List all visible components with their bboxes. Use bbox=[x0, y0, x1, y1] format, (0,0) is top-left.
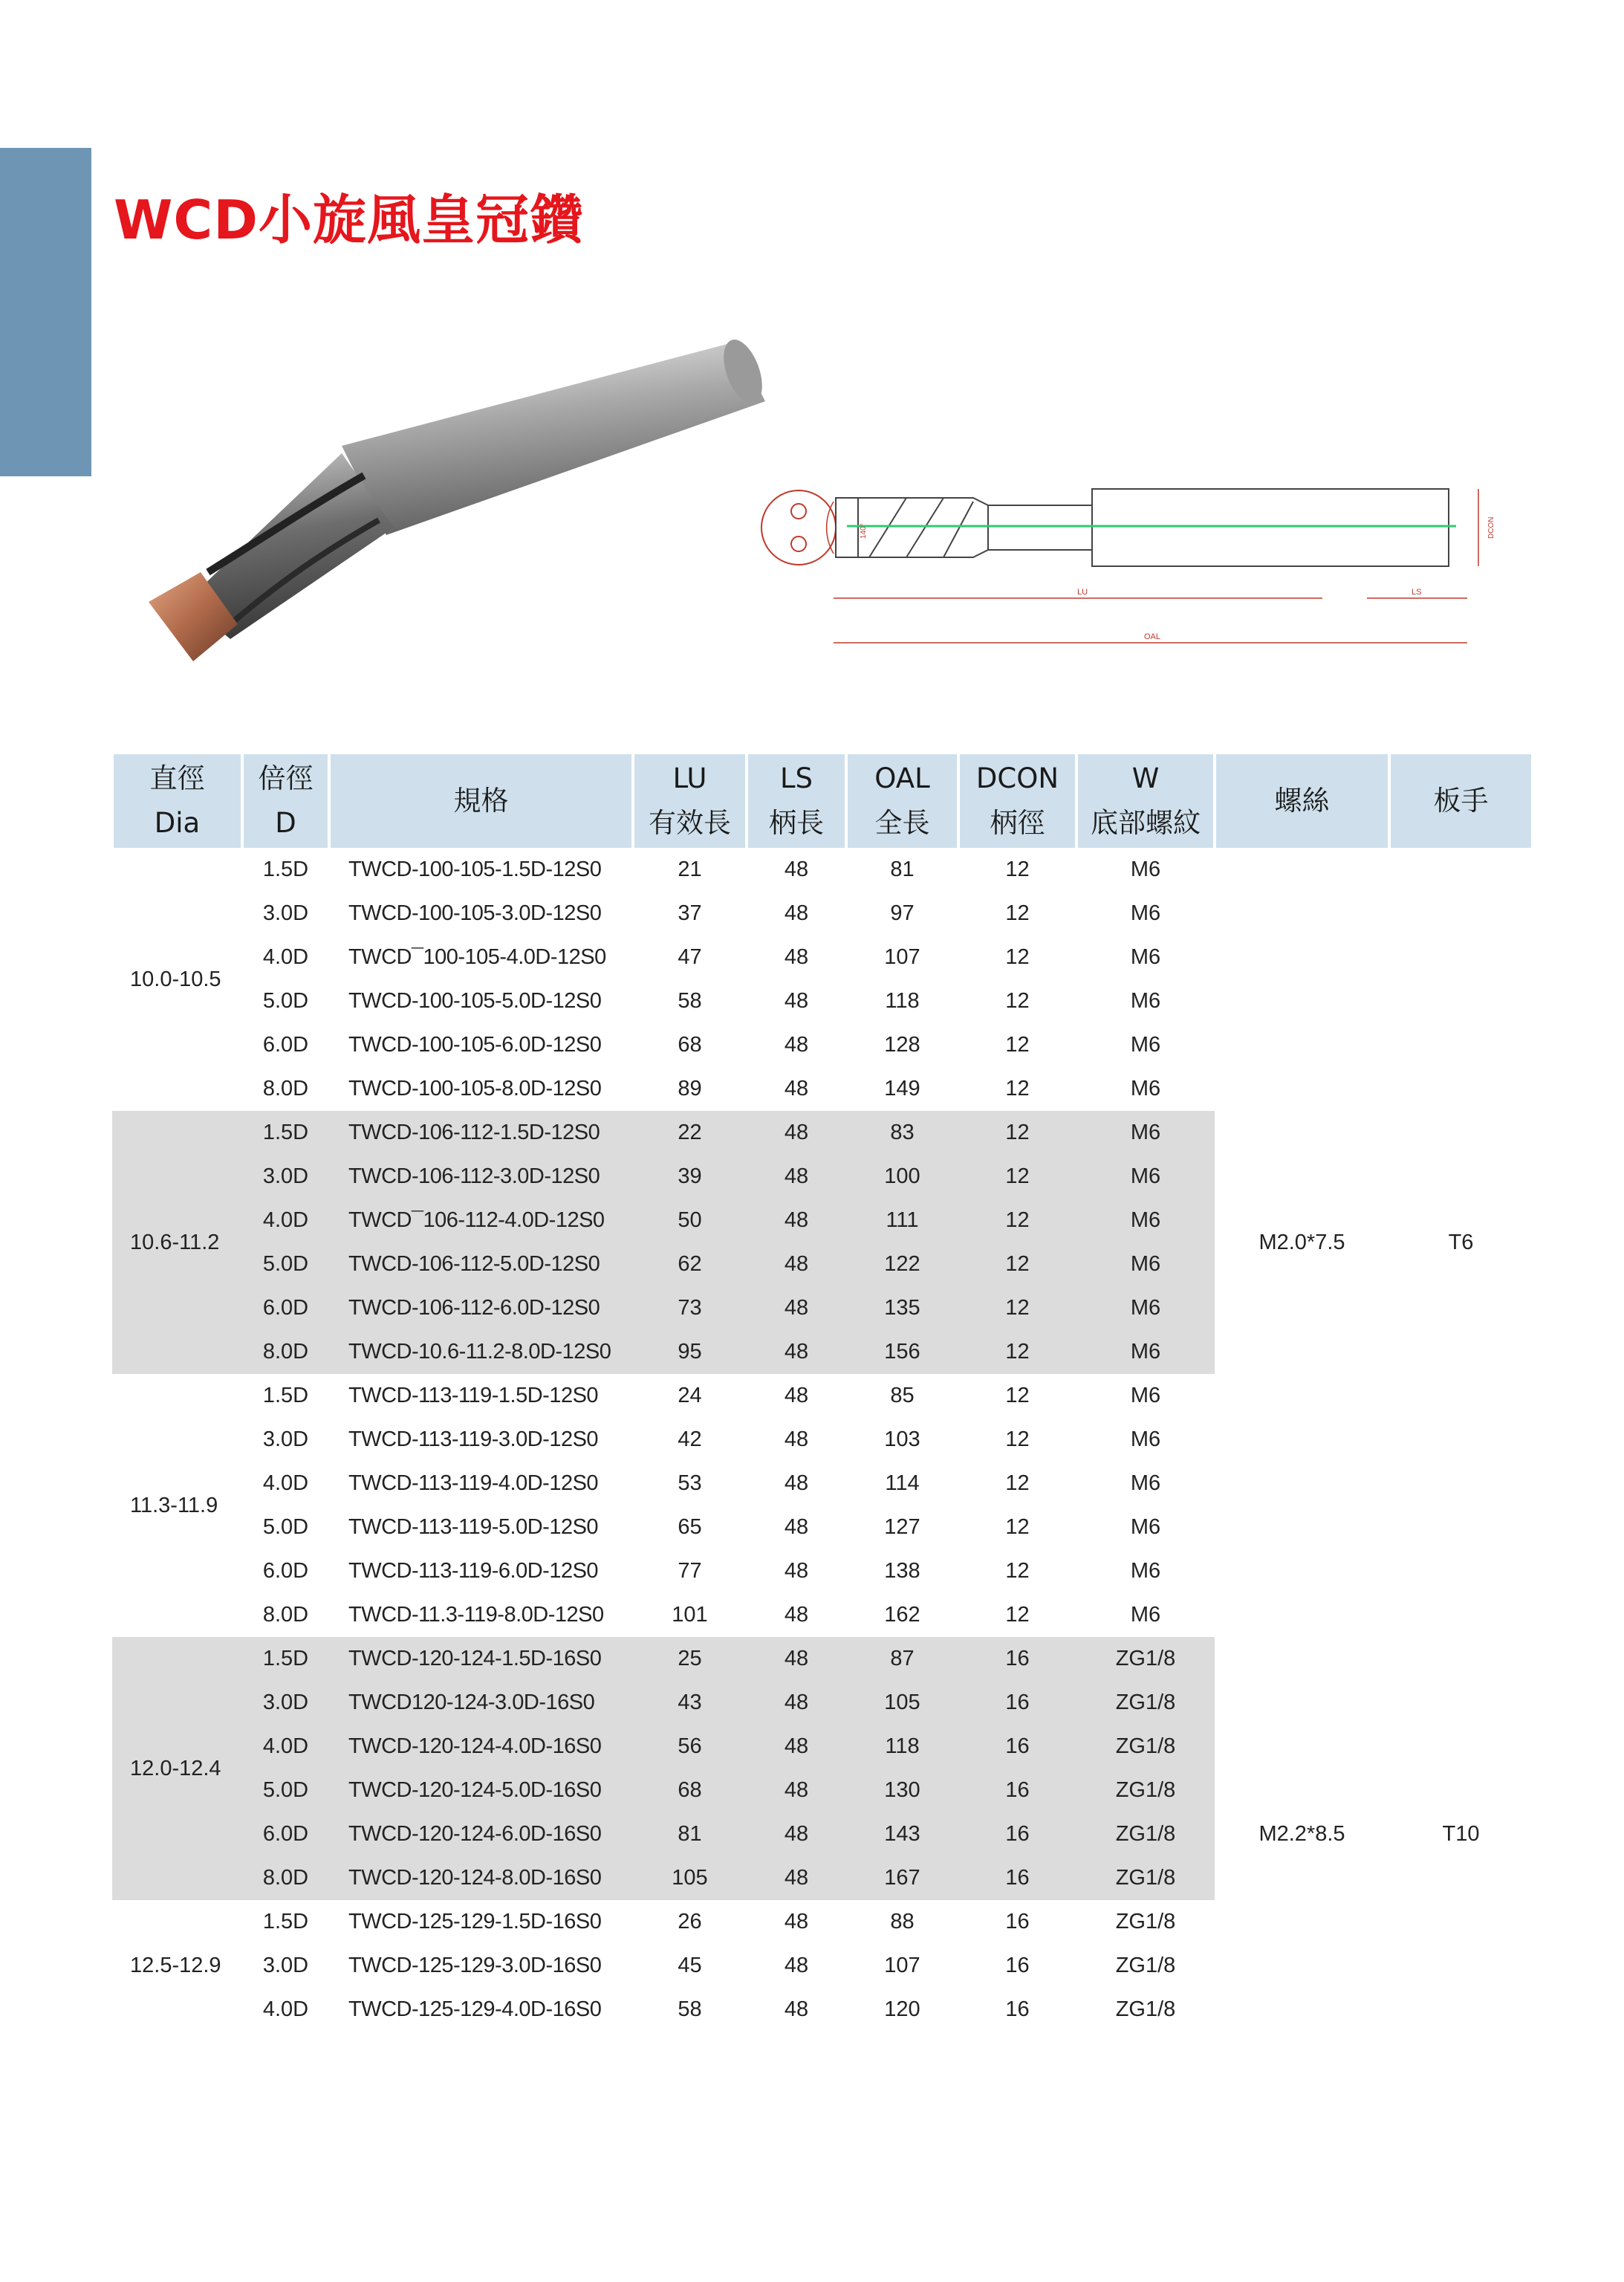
header-oal bbox=[846, 754, 958, 848]
cell-oal: 88 bbox=[890, 1910, 915, 1933]
cell-dcon: 12 bbox=[1005, 1427, 1030, 1451]
cell-ls: 48 bbox=[747, 1812, 846, 1856]
cell-multiple: 3.0D bbox=[262, 901, 309, 925]
cell-ls: 48 bbox=[747, 1637, 846, 1681]
cell-spec-code: TWCD-120-124-4.0D-16S0 bbox=[329, 1725, 633, 1769]
cell-multiple: 5.0D bbox=[262, 1515, 309, 1539]
cell-lu: 73 bbox=[633, 1286, 747, 1330]
cell-w: M6 bbox=[1130, 945, 1161, 969]
cell-oal: 103 bbox=[884, 1427, 920, 1451]
cell-oal: 100 bbox=[846, 1155, 958, 1199]
cell-ls: 48 bbox=[784, 1910, 809, 1933]
cell-spec-code: TWCD-100-105-1.5D-12S0 bbox=[348, 858, 602, 881]
cell-lu: 26 bbox=[678, 1910, 702, 1933]
header-ls bbox=[747, 754, 846, 848]
cell-w: ZG1/8 bbox=[1076, 1769, 1215, 1812]
cell-w: M6 bbox=[1130, 1603, 1161, 1627]
cell-ls: 48 bbox=[784, 858, 809, 881]
cell-multiple: 4.0D bbox=[262, 945, 309, 969]
cell-lu: 89 bbox=[678, 1077, 702, 1101]
cell-spec-code: TWCD-120-124-8.0D-16S0 bbox=[329, 1856, 633, 1900]
cell-oal: 127 bbox=[884, 1515, 920, 1539]
cell-oal: 162 bbox=[884, 1603, 920, 1627]
cell-spec-code: TWCD-106-112-5.0D-12S0 bbox=[329, 1242, 633, 1286]
cell-dcon: 16 bbox=[958, 1725, 1076, 1769]
cell-screw: M2.0*7.5 bbox=[1215, 848, 1389, 1637]
cell-spec-code: TWCD-11.3-119-8.0D-12S0 bbox=[348, 1603, 604, 1627]
cell-dcon: 12 bbox=[1005, 1559, 1030, 1583]
table-header-row bbox=[112, 754, 1533, 848]
cell-dia: 12.5-12.9 bbox=[130, 1954, 221, 1977]
cell-multiple: 1.5D bbox=[242, 1111, 329, 1155]
header-ls-line1: LS bbox=[779, 762, 813, 794]
cell-multiple: 6.0D bbox=[242, 1286, 329, 1330]
header-oal-line2: 全長 bbox=[874, 807, 930, 839]
cell-spec-code: TWCD-113-119-3.0D-12S0 bbox=[348, 1427, 599, 1451]
cell-ls: 48 bbox=[747, 1199, 846, 1242]
cell-lu: 62 bbox=[633, 1242, 747, 1286]
cell-spec-code: TWCD-113-119-6.0D-12S0 bbox=[348, 1559, 599, 1583]
cell-ls: 48 bbox=[747, 1769, 846, 1812]
cell-dcon: 12 bbox=[1005, 901, 1030, 925]
cell-lu: 21 bbox=[678, 858, 702, 881]
drawing-label-dcon: DCON bbox=[1487, 516, 1495, 539]
cell-multiple: 4.0D bbox=[242, 1725, 329, 1769]
cell-w: M6 bbox=[1076, 1155, 1215, 1199]
header-d-line1: 倍徑 bbox=[258, 762, 314, 794]
cell-spec-code: TWCD-100-105-8.0D-12S0 bbox=[348, 1077, 602, 1101]
cell-ls: 48 bbox=[747, 1681, 846, 1725]
cell-ls: 48 bbox=[784, 1471, 809, 1495]
cell-multiple: 3.0D bbox=[242, 1155, 329, 1199]
cell-spec-code: TWCD-125-129-3.0D-16S0 bbox=[348, 1954, 602, 1977]
cell-w: M6 bbox=[1130, 989, 1161, 1013]
header-wrench bbox=[1389, 754, 1533, 848]
cell-spec-code: TWCD-113-119-1.5D-12S0 bbox=[348, 1384, 599, 1407]
cell-ls: 48 bbox=[784, 901, 809, 925]
cell-w: M6 bbox=[1130, 901, 1161, 925]
cell-w: M6 bbox=[1130, 1077, 1161, 1101]
cell-oal: 107 bbox=[884, 1954, 920, 1977]
cell-wrench: T6 bbox=[1389, 848, 1533, 1637]
cell-dcon: 12 bbox=[1005, 1033, 1030, 1057]
header-w-line2: 底部螺紋 bbox=[1091, 807, 1201, 839]
cell-multiple: 1.5D bbox=[262, 1910, 309, 1933]
cell-oal: 105 bbox=[846, 1681, 958, 1725]
cell-oal: 85 bbox=[890, 1384, 915, 1407]
cell-dcon: 16 bbox=[958, 1769, 1076, 1812]
cell-multiple: 8.0D bbox=[242, 1330, 329, 1374]
cell-dcon: 12 bbox=[1005, 1515, 1030, 1539]
cell-lu: 45 bbox=[678, 1954, 702, 1977]
cell-oal: 83 bbox=[846, 1111, 958, 1155]
header-lu bbox=[633, 754, 747, 848]
cell-oal: 118 bbox=[885, 989, 920, 1013]
accent-block bbox=[0, 148, 91, 476]
cell-spec-code: TWCD120-124-3.0D-16S0 bbox=[329, 1681, 633, 1725]
cell-oal: 135 bbox=[846, 1286, 958, 1330]
cell-lu: 77 bbox=[678, 1559, 702, 1583]
header-d-line2: D bbox=[275, 807, 296, 839]
cell-dia: 12.0-12.4 bbox=[112, 1637, 242, 1900]
cell-dcon: 12 bbox=[1005, 945, 1030, 969]
cell-lu: 65 bbox=[678, 1515, 702, 1539]
cell-oal: 130 bbox=[846, 1769, 958, 1812]
cell-lu: 58 bbox=[678, 989, 702, 1013]
cell-multiple: 3.0D bbox=[242, 1681, 329, 1725]
cell-dcon: 12 bbox=[1005, 1603, 1030, 1627]
cell-lu: 81 bbox=[633, 1812, 747, 1856]
cell-multiple: 8.0D bbox=[262, 1603, 309, 1627]
cell-lu: 24 bbox=[678, 1384, 702, 1407]
cell-w: M6 bbox=[1076, 1242, 1215, 1286]
cell-w: M6 bbox=[1076, 1330, 1215, 1374]
cell-oal: 167 bbox=[846, 1856, 958, 1900]
drawing-label-lu: LU bbox=[1077, 588, 1088, 597]
header-dcon-line1: DCON bbox=[975, 762, 1059, 794]
cell-multiple: 5.0D bbox=[262, 989, 309, 1013]
cell-w: ZG1/8 bbox=[1076, 1637, 1215, 1681]
header-lu-line1: LU bbox=[672, 762, 707, 794]
header-dia bbox=[112, 754, 242, 848]
cell-w: ZG1/8 bbox=[1076, 1812, 1215, 1856]
cell-multiple: 6.0D bbox=[262, 1033, 309, 1057]
cell-oal: 122 bbox=[846, 1242, 958, 1286]
cell-multiple: 6.0D bbox=[262, 1559, 309, 1583]
cell-lu: 101 bbox=[672, 1603, 708, 1627]
header-oal-line1: OAL bbox=[874, 762, 930, 794]
cell-spec-code: TWCD-113-119-4.0D-12S0 bbox=[348, 1471, 599, 1495]
header-dia-line1: 直徑 bbox=[149, 762, 205, 794]
header-screw bbox=[1215, 754, 1389, 848]
cell-ls: 48 bbox=[747, 1286, 846, 1330]
cell-oal: 120 bbox=[884, 1997, 920, 2021]
cell-spec-code: TWCD-120-124-1.5D-16S0 bbox=[329, 1637, 633, 1681]
cell-ls: 48 bbox=[747, 1111, 846, 1155]
cell-spec-code: TWCD-106-112-6.0D-12S0 bbox=[329, 1286, 633, 1330]
cell-multiple: 4.0D bbox=[262, 1471, 309, 1495]
cell-dcon: 12 bbox=[1005, 1384, 1030, 1407]
cell-oal: 118 bbox=[846, 1725, 958, 1769]
cell-w: M6 bbox=[1130, 1559, 1161, 1583]
cell-spec-code: TWCD¯106-112-4.0D-12S0 bbox=[329, 1199, 633, 1242]
cell-spec-code: TWCD-113-119-5.0D-12S0 bbox=[348, 1515, 599, 1539]
cell-multiple: 1.5D bbox=[262, 858, 309, 881]
cell-w: M6 bbox=[1130, 1471, 1161, 1495]
cell-ls: 48 bbox=[784, 989, 809, 1013]
cell-dcon: 16 bbox=[958, 1637, 1076, 1681]
cell-w: ZG1/8 bbox=[1115, 1997, 1176, 2021]
cell-w: M6 bbox=[1130, 1384, 1161, 1407]
cell-dcon: 16 bbox=[1005, 1910, 1030, 1933]
cell-ls: 48 bbox=[747, 1242, 846, 1286]
cell-ls: 48 bbox=[747, 1155, 846, 1199]
cell-dcon: 12 bbox=[958, 1242, 1076, 1286]
cell-dcon: 12 bbox=[1005, 858, 1030, 881]
cell-oal: 138 bbox=[884, 1559, 920, 1583]
cell-wrench: T10 bbox=[1389, 1637, 1533, 2032]
header-spec bbox=[329, 754, 633, 848]
cell-dcon: 16 bbox=[958, 1681, 1076, 1725]
header-d bbox=[242, 754, 329, 848]
cell-multiple: 8.0D bbox=[242, 1856, 329, 1900]
page-title: WCD小旋風皇冠鑽 bbox=[114, 189, 585, 251]
cell-w: ZG1/8 bbox=[1076, 1681, 1215, 1725]
cell-dcon: 16 bbox=[958, 1856, 1076, 1900]
cell-ls: 48 bbox=[784, 1997, 809, 2021]
header-w-line1: W bbox=[1131, 762, 1160, 794]
cell-dcon: 16 bbox=[1005, 1997, 1030, 2021]
cell-oal: 107 bbox=[884, 945, 920, 969]
table-row bbox=[112, 848, 1533, 892]
cell-oal: 97 bbox=[890, 901, 915, 925]
cell-w: M6 bbox=[1076, 1111, 1215, 1155]
cell-w: M6 bbox=[1130, 858, 1161, 881]
cell-spec-code: TWCD-125-129-1.5D-16S0 bbox=[348, 1910, 602, 1933]
cell-dcon: 12 bbox=[1005, 1077, 1030, 1101]
cell-oal: 143 bbox=[846, 1812, 958, 1856]
cell-w: ZG1/8 bbox=[1076, 1725, 1215, 1769]
drill-product-image bbox=[119, 327, 773, 676]
cell-w: M6 bbox=[1130, 1427, 1161, 1451]
cell-dcon: 12 bbox=[958, 1155, 1076, 1199]
cell-multiple: 4.0D bbox=[262, 1997, 309, 2021]
cell-lu: 58 bbox=[678, 1997, 702, 2021]
drawing-label-ls: LS bbox=[1412, 588, 1422, 597]
cell-w: M6 bbox=[1130, 1033, 1161, 1057]
header-lu-line2: 有效長 bbox=[649, 807, 731, 839]
cell-multiple: 5.0D bbox=[242, 1769, 329, 1812]
cell-ls: 48 bbox=[784, 1954, 809, 1977]
cell-multiple: 6.0D bbox=[242, 1812, 329, 1856]
cell-ls: 48 bbox=[747, 1856, 846, 1900]
cell-oal: 81 bbox=[890, 858, 915, 881]
header-wrench-line1: 板手 bbox=[1433, 785, 1489, 817]
cell-dcon: 12 bbox=[1005, 989, 1030, 1013]
cell-spec-code: TWCD-106-112-3.0D-12S0 bbox=[329, 1155, 633, 1199]
drawing-label-oal: OAL bbox=[1144, 632, 1161, 641]
cell-oal: 87 bbox=[846, 1637, 958, 1681]
cell-ls: 48 bbox=[747, 1725, 846, 1769]
header-dcon-line2: 柄徑 bbox=[990, 807, 1045, 839]
cell-spec-code: TWCD-120-124-5.0D-16S0 bbox=[329, 1769, 633, 1812]
drawing-label-angle: 140° bbox=[860, 523, 868, 539]
cell-dcon: 12 bbox=[1005, 1471, 1030, 1495]
cell-dcon: 16 bbox=[958, 1812, 1076, 1856]
cell-w: M6 bbox=[1130, 1515, 1161, 1539]
cell-oal: 114 bbox=[885, 1471, 920, 1495]
cell-lu: 22 bbox=[633, 1111, 747, 1155]
cell-w: M6 bbox=[1076, 1286, 1215, 1330]
cell-spec-code: TWCD-10.6-11.2-8.0D-12S0 bbox=[329, 1330, 633, 1374]
cell-lu: 42 bbox=[678, 1427, 702, 1451]
header-dia-line2: Dia bbox=[154, 807, 201, 839]
cell-multiple: 1.5D bbox=[242, 1637, 329, 1681]
cell-dcon: 12 bbox=[958, 1111, 1076, 1155]
cell-ls: 48 bbox=[784, 1384, 809, 1407]
cell-dcon: 16 bbox=[1005, 1954, 1030, 1977]
cell-dia: 10.6-11.2 bbox=[112, 1111, 242, 1374]
cell-ls: 48 bbox=[784, 1515, 809, 1539]
cell-lu: 25 bbox=[633, 1637, 747, 1681]
cell-dcon: 12 bbox=[958, 1199, 1076, 1242]
cell-spec-code: TWCD-125-129-4.0D-16S0 bbox=[348, 1997, 602, 2021]
cell-spec-code: TWCD-100-105-5.0D-12S0 bbox=[348, 989, 602, 1013]
header-ls-line2: 柄長 bbox=[769, 807, 824, 839]
cell-dcon: 12 bbox=[958, 1330, 1076, 1374]
cell-ls: 48 bbox=[784, 1033, 809, 1057]
cell-multiple: 4.0D bbox=[242, 1199, 329, 1242]
cell-lu: 68 bbox=[678, 1033, 702, 1057]
cell-spec-code: TWCD-120-124-6.0D-16S0 bbox=[329, 1812, 633, 1856]
cell-w: ZG1/8 bbox=[1115, 1954, 1176, 1977]
cell-w: M6 bbox=[1076, 1199, 1215, 1242]
cell-lu: 68 bbox=[633, 1769, 747, 1812]
technical-drawing bbox=[743, 468, 1519, 669]
header-spec-line1: 規格 bbox=[453, 785, 509, 817]
cell-w: ZG1/8 bbox=[1076, 1856, 1215, 1900]
cell-ls: 48 bbox=[784, 1603, 809, 1627]
cell-oal: 111 bbox=[846, 1199, 958, 1242]
cell-oal: 128 bbox=[884, 1033, 920, 1057]
cell-dcon: 12 bbox=[958, 1286, 1076, 1330]
cell-ls: 48 bbox=[784, 1559, 809, 1583]
cell-oal: 156 bbox=[846, 1330, 958, 1374]
cell-oal: 149 bbox=[884, 1077, 920, 1101]
cell-ls: 48 bbox=[784, 1427, 809, 1451]
cell-spec-code: TWCD¯100-105-4.0D-12S0 bbox=[348, 945, 606, 969]
cell-ls: 48 bbox=[784, 945, 809, 969]
cell-ls: 48 bbox=[747, 1330, 846, 1374]
header-screw-line1: 螺絲 bbox=[1274, 785, 1330, 817]
cell-lu: 43 bbox=[633, 1681, 747, 1725]
cell-ls: 48 bbox=[784, 1077, 809, 1101]
cell-multiple: 5.0D bbox=[242, 1242, 329, 1286]
cell-lu: 56 bbox=[633, 1725, 747, 1769]
cell-multiple: 3.0D bbox=[262, 1954, 309, 1977]
cell-lu: 105 bbox=[633, 1856, 747, 1900]
cell-lu: 53 bbox=[678, 1471, 702, 1495]
cell-lu: 39 bbox=[633, 1155, 747, 1199]
cell-w: ZG1/8 bbox=[1115, 1910, 1176, 1933]
cell-lu: 47 bbox=[678, 945, 702, 969]
table-row bbox=[112, 1637, 1533, 1681]
cell-spec-code: TWCD-106-112-1.5D-12S0 bbox=[329, 1111, 633, 1155]
cell-screw: M2.2*8.5 bbox=[1215, 1637, 1389, 2032]
cell-lu: 50 bbox=[633, 1199, 747, 1242]
cell-lu: 37 bbox=[678, 901, 702, 925]
cell-dia: 11.3-11.9 bbox=[130, 1493, 218, 1517]
cell-spec-code: TWCD-100-105-3.0D-12S0 bbox=[348, 901, 602, 925]
cell-multiple: 3.0D bbox=[262, 1427, 309, 1451]
header-dcon bbox=[958, 754, 1076, 848]
cell-multiple: 1.5D bbox=[262, 1384, 309, 1407]
header-w bbox=[1076, 754, 1215, 848]
cell-dia: 10.0-10.5 bbox=[130, 967, 221, 991]
cell-lu: 95 bbox=[633, 1330, 747, 1374]
spec-table bbox=[111, 754, 1534, 2032]
cell-multiple: 8.0D bbox=[262, 1077, 309, 1101]
cell-spec-code: TWCD-100-105-6.0D-12S0 bbox=[348, 1033, 602, 1057]
